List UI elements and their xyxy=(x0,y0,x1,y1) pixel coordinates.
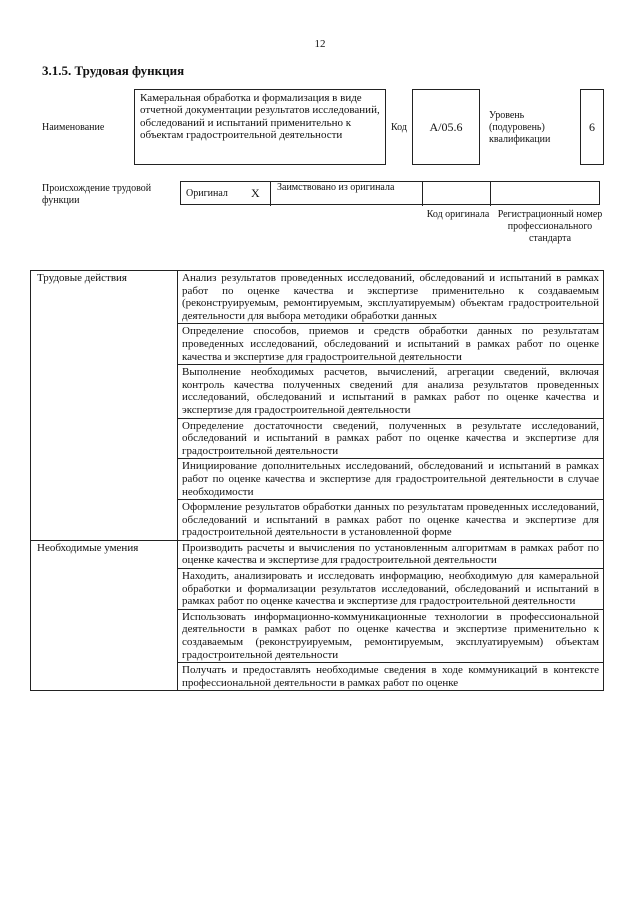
origin-reg-number-cell xyxy=(491,182,601,206)
origin-borrowed-cell xyxy=(271,182,423,206)
origin-row xyxy=(180,181,600,205)
table-row xyxy=(31,271,604,324)
level-value: 6 xyxy=(589,119,595,134)
code-label: Код xyxy=(391,122,407,133)
item-text: Определение достаточности сведений, полученных в результате исследований, обследований и испытаний в рамках работ по оценке качества и экспертизе для градостроительной деятельности xyxy=(178,418,604,459)
item-text: Использовать информационно-коммуникационные технологии в профессиональной деятельности в рамках работ по оценке качества и экспертизе применительно к создаваемым (реконструируемым, ремонтируемым, эксплуатируемым) объектам градостроительной деятельности xyxy=(178,609,604,662)
labor-function-table xyxy=(30,270,604,691)
item-text: Получать и предоставлять необходимые сведения в ходе коммуникаций в контексте профессиональной деятельности в рамках работ по оценке xyxy=(178,663,604,691)
table-row xyxy=(31,540,604,568)
section-title-cell xyxy=(31,271,178,541)
original-mark: X xyxy=(251,186,260,200)
level-box xyxy=(580,89,604,165)
item-text: Выполнение необходимых расчетов, вычислений, агрегации сведений, включая контроль качества полученных сведений для анализа результатов проведенных исследований, обследований и испытаний в рамках работ по оценке качества и экспертизе для градостроительной деятельности xyxy=(178,365,604,418)
section-title-cell xyxy=(31,540,178,691)
code-original-caption: Код оригинала xyxy=(426,209,490,220)
item-text: Находить, анализировать и исследовать информацию, необходимую для камеральной обработки и формализации результатов исследований, обследований и испытаний в рамках работ по оценке качества и экспертизе для градостроительной деятельности xyxy=(178,569,604,610)
section-title: 3.1.5. Трудовая функция xyxy=(42,63,185,78)
original-label: Оригинал xyxy=(186,188,228,199)
page-number: 12 xyxy=(314,38,326,50)
item-text: Оформление результатов обработки данных по результатам проведенных исследований, обследований и испытаний в рамках работ по оценке качества и экспертизе для градостроительной деятельности в установленной форме xyxy=(178,500,604,541)
section-heading: Трудовые действия xyxy=(37,272,127,284)
item-text: Определение способов, приемов и средств обработки данных по результатам проведенных исследований, обследований и испытаний в рамках работ по оценке качества и экспертизе для градостроительной деятельности xyxy=(178,324,604,365)
section-heading: Необходимые умения xyxy=(37,541,139,554)
code-value: А/05.6 xyxy=(429,119,463,134)
origin-label: Происхождение трудовой функции xyxy=(42,183,152,206)
item-text: Анализ результатов проведенных исследований, обследований и испытаний в рамках работ по оценке качества и экспертизе применительно к создаваемым (реконструируемым, ремонтируемым, эксплуатируемым) объектам градостроительной деятельности для выбора методики обработки данных xyxy=(178,271,604,324)
code-box xyxy=(412,89,480,165)
level-label: Уровень (подуровень) квалификации xyxy=(489,110,551,145)
item-text: Инициирование дополнительных исследований, обследований и испытаний в рамках работ по оценке качества и экспертизе для градостроительной деятельности в случае необходимости xyxy=(178,459,604,500)
function-name-box xyxy=(134,89,386,165)
origin-original-cell xyxy=(181,182,271,206)
name-label: Наименование xyxy=(42,122,105,133)
item-text: Производить расчеты и вычисления по установленным алгоритмам в рамках работ по оценке качества и экспертизе для градостроительной деятельности xyxy=(178,540,604,568)
origin-code-cell xyxy=(423,182,491,206)
borrowed-label: Заимствовано из оригинала xyxy=(277,182,395,193)
reg-number-caption: Регистрационный номер профессионального стандарта xyxy=(497,209,603,244)
function-name-value: Камеральная обработка и формализация в виде отчетной документации результатов исследований, обследований и испытаний применительно к объектам градостроительной деятельности xyxy=(140,92,380,142)
